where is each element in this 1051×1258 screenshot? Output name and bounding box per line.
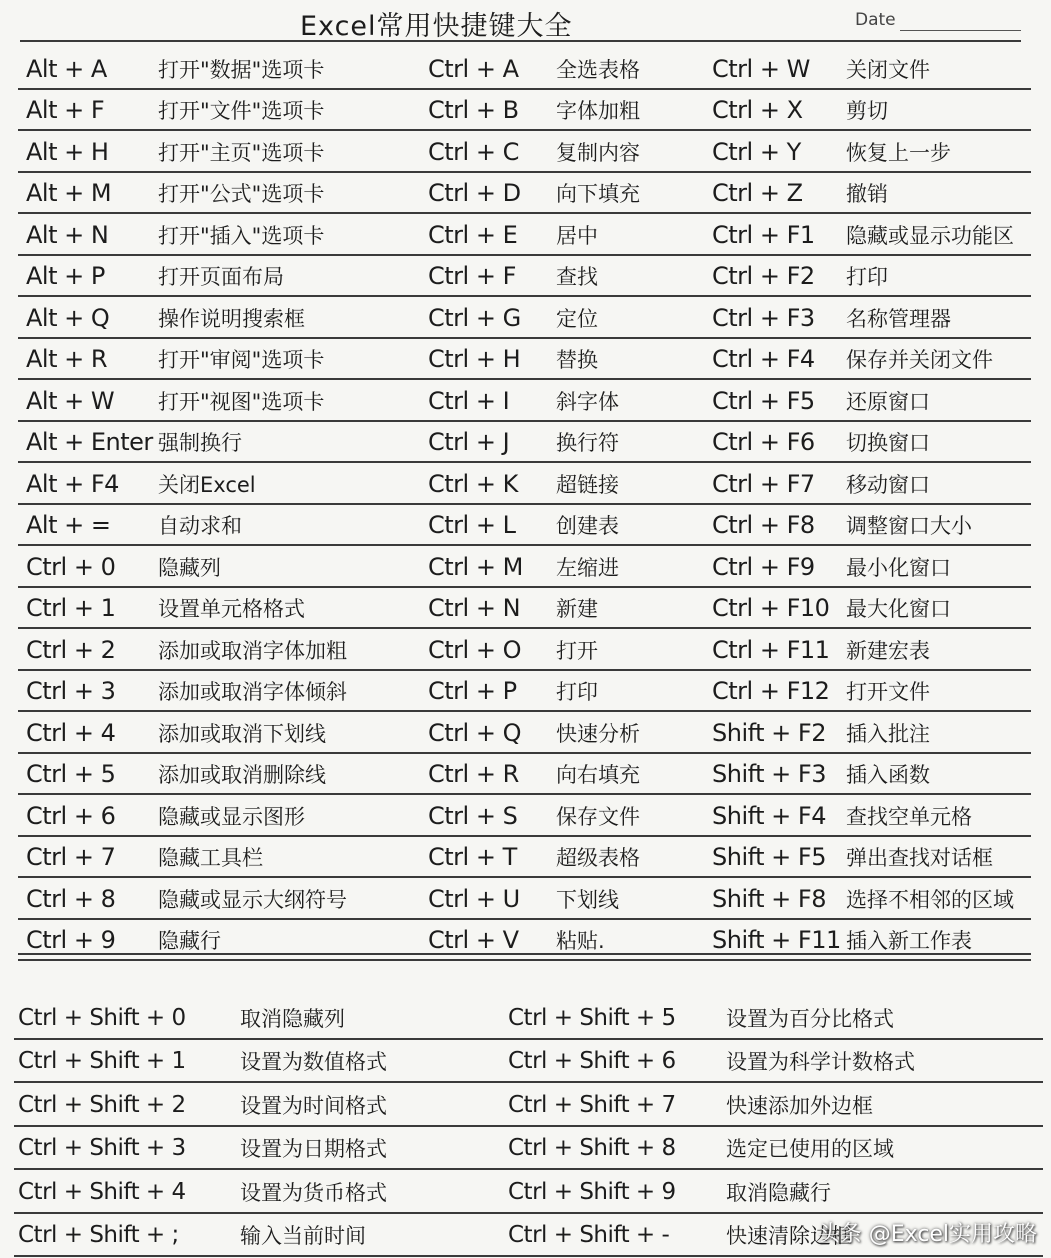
shortcut-description: 全选表格	[556, 57, 640, 82]
shortcut-description: 还原窗口	[846, 389, 930, 414]
page-title: Excel常用快捷键大全	[300, 11, 573, 42]
shortcut-description: 打开	[556, 638, 598, 663]
shortcut-description: 调整窗口大小	[846, 514, 972, 539]
shortcut-description: 保存并关闭文件	[846, 348, 993, 373]
shortcut-key: Ctrl + B	[428, 96, 519, 125]
shortcut-key: Ctrl + 4	[26, 718, 116, 747]
shortcut-description: 下划线	[556, 887, 619, 912]
shortcut-key: Shift + F5	[712, 843, 826, 872]
shortcut-key: Shift + F3	[712, 760, 826, 789]
shortcut-key: Ctrl + 9	[26, 926, 116, 955]
shortcut-description: 打开"主页"选项卡	[158, 140, 325, 165]
table-row	[0, 214, 1051, 256]
shortcut-description: 设置为科学计数格式	[726, 1050, 915, 1075]
shortcut-description: 强制换行	[158, 431, 242, 456]
shortcut-description: 撤销	[846, 182, 888, 207]
shortcut-key: Shift + F4	[712, 801, 826, 830]
shortcut-key: Ctrl + 8	[26, 884, 116, 913]
shortcut-key: Shift + F2	[712, 718, 826, 747]
shortcut-key: Ctrl + O	[428, 635, 521, 664]
shortcut-description: 移动窗口	[846, 472, 930, 497]
shortcut-key: Ctrl + F2	[712, 262, 815, 291]
shortcut-description: 隐藏工具栏	[158, 846, 263, 871]
shortcut-description: 打开"文件"选项卡	[158, 99, 325, 124]
shortcut-key: Ctrl + L	[428, 511, 516, 540]
table-row	[0, 380, 1051, 422]
shortcut-key: Shift + F11	[712, 926, 841, 955]
shortcut-key: Alt + H	[26, 137, 109, 166]
shortcut-key: Ctrl + 1	[26, 594, 116, 623]
shortcut-key: Ctrl + F1	[712, 220, 815, 249]
shortcut-description: 新建宏表	[846, 638, 930, 663]
shortcut-key: Ctrl + F8	[712, 511, 815, 540]
shortcut-key: Alt + Q	[26, 303, 110, 332]
shortcut-description: 超级表格	[556, 846, 640, 871]
shortcut-description: 弹出查找对话框	[846, 846, 993, 871]
shortcut-key: Ctrl + Shift + -	[508, 1222, 670, 1249]
shortcut-description: 设置为数值格式	[240, 1050, 387, 1075]
shortcut-description: 隐藏或显示大纲符号	[158, 887, 347, 912]
table-row	[0, 297, 1051, 339]
shortcut-description: 打开"插入"选项卡	[158, 223, 325, 248]
shortcut-key: Ctrl + F	[428, 262, 516, 291]
shortcut-key: Ctrl + T	[428, 843, 517, 872]
shortcut-description: 快速清除边框	[726, 1224, 852, 1249]
shortcut-key: Ctrl + Shift + 9	[508, 1178, 676, 1205]
shortcut-description: 向右填充	[556, 763, 640, 788]
shortcut-description: 粘贴.	[556, 929, 605, 954]
shortcut-key: Ctrl + Shift + 5	[508, 1004, 676, 1031]
shortcut-key: Ctrl + Shift + 6	[508, 1048, 676, 1075]
shortcut-key: Ctrl + Shift + 4	[18, 1178, 186, 1205]
shortcut-description: 设置为百分比格式	[726, 1006, 894, 1031]
shortcut-key: Ctrl + 0	[26, 552, 116, 581]
shortcut-key: Ctrl + 3	[26, 677, 116, 706]
shortcut-key: Ctrl + 2	[26, 635, 116, 664]
shortcut-key: Ctrl + X	[712, 96, 803, 125]
shortcut-key: Ctrl + Shift + 2	[18, 1091, 186, 1118]
shortcut-description: 居中	[556, 223, 598, 248]
table-row	[0, 173, 1051, 215]
shortcut-key: Ctrl + Shift + 8	[508, 1135, 676, 1162]
shortcut-description: 保存文件	[556, 804, 640, 829]
shortcut-key: Ctrl + S	[428, 801, 518, 830]
shortcut-description: 左缩进	[556, 555, 619, 580]
table-row	[0, 339, 1051, 381]
shortcut-description: 切换窗口	[846, 431, 930, 456]
table-row	[0, 256, 1051, 298]
shortcut-key: Alt + Enter	[26, 428, 153, 457]
shortcut-description: 剪切	[846, 99, 888, 124]
shortcut-description: 隐藏或显示图形	[158, 804, 305, 829]
header-divider	[20, 40, 1021, 42]
shortcut-key: Ctrl + N	[428, 594, 521, 623]
table-row	[0, 1040, 1051, 1084]
shortcut-key: Ctrl + F12	[712, 677, 830, 706]
shortcut-description: 查找空单元格	[846, 804, 972, 829]
table-row	[0, 422, 1051, 464]
shortcut-description: 设置为日期格式	[240, 1137, 387, 1162]
shortcut-description: 查找	[556, 265, 598, 290]
shortcut-key: Ctrl + Z	[712, 179, 803, 208]
shortcut-key: Ctrl + F7	[712, 469, 815, 498]
shortcut-key: Alt + F4	[26, 469, 119, 498]
shortcut-description: 快速分析	[556, 721, 640, 746]
shortcut-key: Shift + F8	[712, 884, 826, 913]
shortcut-description: 设置为货币格式	[240, 1180, 387, 1205]
shortcut-key: Ctrl + Q	[428, 718, 521, 747]
shortcut-key: Ctrl + Shift + ;	[18, 1222, 179, 1249]
shortcut-description: 打开"审阅"选项卡	[158, 348, 325, 373]
shortcut-key: Ctrl + Shift + 0	[18, 1004, 186, 1031]
shortcut-key: Ctrl + J	[428, 428, 510, 457]
shortcut-key: Ctrl + M	[428, 552, 523, 581]
shortcut-key: Ctrl + Shift + 7	[508, 1091, 676, 1118]
shortcut-key: Ctrl + U	[428, 884, 520, 913]
shortcut-key: Ctrl + 6	[26, 801, 116, 830]
shortcut-key: Ctrl + F6	[712, 428, 815, 457]
shortcut-description: 取消隐藏列	[240, 1006, 345, 1031]
shortcut-key: Ctrl + F10	[712, 594, 830, 623]
shortcut-description: 打开"视图"选项卡	[158, 389, 325, 414]
shortcut-description: 打印	[846, 265, 888, 290]
shortcut-key: Alt + N	[26, 220, 109, 249]
shortcut-description: 定位	[556, 306, 598, 331]
shortcut-key: Ctrl + F3	[712, 303, 815, 332]
shortcut-description: 隐藏行	[158, 929, 221, 954]
shortcut-description: 向下填充	[556, 182, 640, 207]
shortcut-description: 名称管理器	[846, 306, 951, 331]
shortcut-description: 隐藏或显示功能区	[846, 223, 1014, 248]
shortcut-description: 选定已使用的区域	[726, 1137, 894, 1162]
shortcut-description: 超链接	[556, 472, 619, 497]
shortcut-description: 替换	[556, 348, 598, 373]
shortcut-description: 复制内容	[556, 140, 640, 165]
shortcut-key: Ctrl + F4	[712, 345, 815, 374]
shortcut-description: 打开"数据"选项卡	[158, 57, 325, 82]
table-row	[0, 1127, 1051, 1171]
shortcut-key: Alt + =	[26, 511, 111, 540]
shortcut-key: Ctrl + 7	[26, 843, 116, 872]
shortcut-key: Ctrl + F5	[712, 386, 815, 415]
shortcut-description: 字体加粗	[556, 99, 640, 124]
table-row	[0, 996, 1051, 1040]
shortcut-key: Ctrl + I	[428, 386, 510, 415]
shortcut-key: Ctrl + F11	[712, 635, 830, 664]
shortcut-description: 设置为时间格式	[240, 1093, 387, 1118]
shortcut-key: Ctrl + D	[428, 179, 521, 208]
shortcut-table-main	[0, 48, 1051, 961]
shortcut-key: Alt + A	[26, 54, 107, 83]
shortcut-key: Alt + F	[26, 96, 105, 125]
shortcut-key: Ctrl + K	[428, 469, 518, 498]
table-row	[0, 1083, 1051, 1127]
shortcut-description: 插入批注	[846, 721, 930, 746]
shortcut-description: 关闭文件	[846, 57, 930, 82]
section-divider	[18, 953, 1031, 955]
shortcut-description: 新建	[556, 597, 598, 622]
shortcut-key: Ctrl + G	[428, 303, 521, 332]
table-row	[0, 463, 1051, 505]
shortcut-description: 添加或取消字体倾斜	[158, 680, 347, 705]
shortcut-key: Alt + R	[26, 345, 108, 374]
shortcut-key: Ctrl + Y	[712, 137, 801, 166]
table-row	[0, 837, 1051, 879]
date-label: Date	[855, 10, 896, 30]
shortcut-description: 操作说明搜索框	[158, 306, 305, 331]
shortcut-description: 取消隐藏行	[726, 1180, 831, 1205]
shortcut-key: Ctrl + 5	[26, 760, 116, 789]
shortcut-description: 输入当前时间	[240, 1224, 366, 1249]
shortcut-key: Ctrl + F9	[712, 552, 815, 581]
shortcut-description: 添加或取消删除线	[158, 763, 326, 788]
shortcut-description: 打开"公式"选项卡	[158, 182, 325, 207]
table-row	[0, 1170, 1051, 1214]
shortcut-description: 换行符	[556, 431, 619, 456]
shortcut-key: Ctrl + A	[428, 54, 519, 83]
shortcut-key: Ctrl + W	[712, 54, 810, 83]
shortcut-key: Ctrl + P	[428, 677, 517, 706]
shortcut-description: 添加或取消字体加粗	[158, 638, 347, 663]
shortcut-description: 创建表	[556, 514, 619, 539]
shortcut-description: 最大化窗口	[846, 597, 951, 622]
table-row	[0, 505, 1051, 547]
shortcut-key: Ctrl + H	[428, 345, 521, 374]
shortcut-description: 选择不相邻的区域	[846, 887, 1014, 912]
shortcut-key: Ctrl + Shift + 3	[18, 1135, 186, 1162]
table-row	[0, 795, 1051, 837]
shortcut-description: 插入函数	[846, 763, 930, 788]
table-row	[0, 754, 1051, 796]
shortcut-description: 恢复上一步	[846, 140, 951, 165]
shortcut-key: Ctrl + V	[428, 926, 519, 955]
shortcut-key: Alt + M	[26, 179, 112, 208]
shortcut-description: 添加或取消下划线	[158, 721, 326, 746]
shortcut-description: 自动求和	[158, 514, 242, 539]
table-row	[0, 588, 1051, 630]
shortcut-description: 隐藏列	[158, 555, 221, 580]
shortcut-description: 打开页面布局	[158, 265, 284, 290]
shortcut-key: Alt + P	[26, 262, 105, 291]
date-line	[900, 30, 1021, 31]
shortcut-key: Ctrl + E	[428, 220, 518, 249]
table-row	[0, 629, 1051, 671]
shortcut-key: Alt + W	[26, 386, 115, 415]
shortcut-key: Ctrl + R	[428, 760, 519, 789]
table-row	[0, 90, 1051, 132]
shortcut-description: 打开文件	[846, 680, 930, 705]
table-row	[0, 546, 1051, 588]
table-row	[0, 878, 1051, 920]
table-row	[0, 712, 1051, 754]
table-row	[0, 671, 1051, 713]
shortcut-description: 最小化窗口	[846, 555, 951, 580]
shortcut-key: Ctrl + C	[428, 137, 519, 166]
shortcut-description: 打印	[556, 680, 598, 705]
shortcut-description: 设置单元格格式	[158, 597, 305, 622]
shortcut-description: 关闭Excel	[158, 472, 256, 497]
table-row	[0, 131, 1051, 173]
watermark: 头条 @Excel实用攻略	[817, 1222, 1037, 1247]
shortcut-description: 插入新工作表	[846, 929, 972, 954]
shortcut-description: 斜字体	[556, 389, 619, 414]
shortcut-description: 快速添加外边框	[726, 1093, 873, 1118]
table-row	[0, 48, 1051, 90]
shortcut-key: Ctrl + Shift + 1	[18, 1048, 186, 1075]
